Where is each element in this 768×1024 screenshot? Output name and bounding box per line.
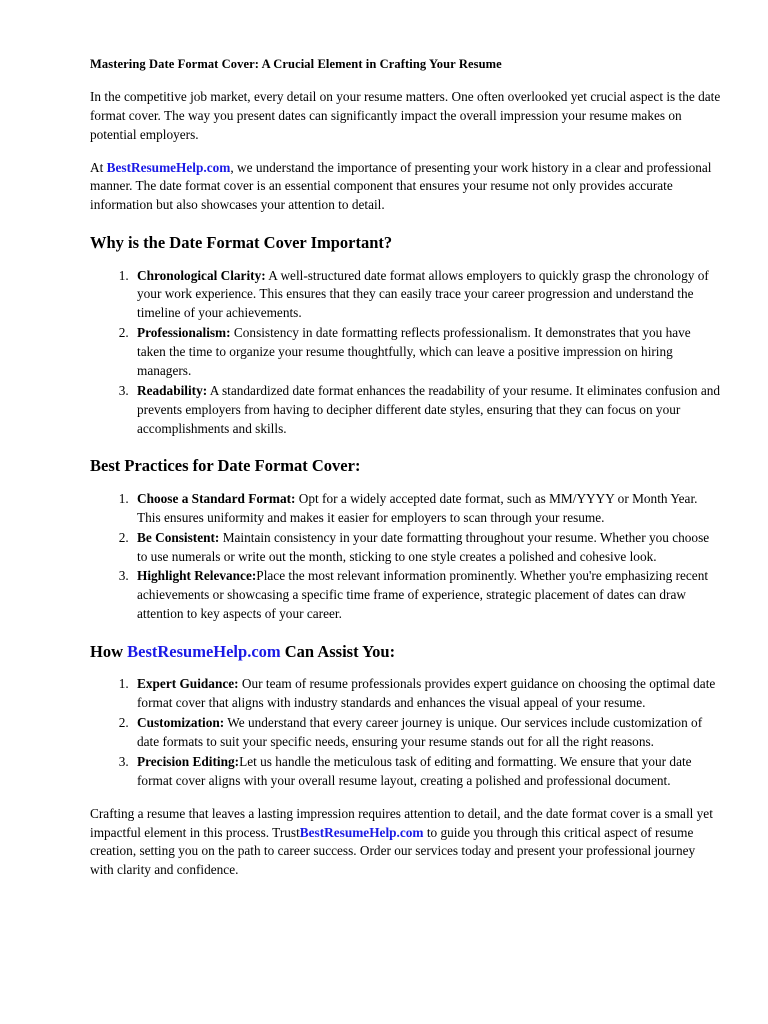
second-paragraph-before-link: At — [90, 159, 107, 175]
list-item — [132, 324, 722, 381]
list-item-text: Our team of resume professionals provides expert guidance on choosing the optimal date format cover that aligns with industry standards and enhances the visual appeal of your resume. — [137, 676, 716, 711]
list-item-lead: Customization: — [137, 715, 225, 731]
page-title: Mastering Date Format Cover: A Crucial Element in Crafting Your Resume — [90, 57, 502, 71]
second-paragraph-after-link: , we understand the importance of presenting your work history in a clear and professional manner. The date format cover is an essential component that ensures your resume not only provides accurate information but also showcases your attention to detail. — [90, 159, 712, 213]
list-item — [132, 382, 722, 439]
list-item-lead: Readability: — [137, 382, 208, 398]
list-item — [132, 753, 722, 791]
closing-paragraph — [90, 805, 722, 881]
list-item — [132, 567, 722, 624]
list-item — [132, 714, 722, 752]
list-item-lead: Expert Guidance: — [137, 676, 239, 692]
best-practices-list — [90, 490, 722, 624]
section-heading-importance: Why is the Date Format Cover Important? — [90, 233, 393, 253]
list-item-lead: Be Consistent: — [137, 529, 220, 545]
closing-before-link: Crafting a resume that leaves a lasting impression requires attention to detail, and the date format cover is a small yet impactful element in this process. Trust — [90, 805, 713, 840]
list-item-text: We understand that every career journey is unique. Our services include customization of date formats to suit your specific needs, ensuring your resume stands out for all the right reasons. — [137, 715, 703, 750]
bestresumehelp-link[interactable]: BestResumeHelp.com — [127, 642, 281, 661]
assist-heading-before-link: How — [90, 642, 128, 661]
section-heading-best-practices: Best Practices for Date Format Cover: — [90, 456, 361, 476]
list-item-text: A standardized date format enhances the readability of your resume. It eliminates confusion and prevents employers from having to decipher different date styles, ensuring that they can focus on your accomplishments and skills. — [137, 382, 721, 436]
bestresumehelp-link[interactable]: BestResumeHelp.com — [106, 159, 231, 175]
bestresumehelp-link[interactable]: BestResumeHelp.com — [299, 824, 424, 840]
list-item — [132, 267, 722, 324]
second-paragraph — [90, 159, 722, 216]
assist-list — [90, 675, 722, 790]
list-item-lead: Choose a Standard Format: — [137, 490, 296, 506]
list-item-text: Place the most relevant information prominently. Whether you're emphasizing recent achievements or showcasing a specific time frame of experience, strategic placement of dates can draw attention to key aspects of your career. — [137, 568, 709, 622]
assist-heading-after-link: Can Assist You: — [280, 642, 396, 661]
list-item-text: Opt for a widely accepted date format, such as MM/YYYY or Month Year. This ensures uniformity and makes it easier for employers to scan through your resume. — [137, 490, 698, 525]
list-item-text: A well-structured date format allows employers to quickly grasp the chronology of your work experience. This ensures that they can easily trace your career progression and understand the timeline of your achievements. — [137, 267, 709, 321]
list-item-text: Let us handle the meticulous task of editing and formatting. We ensure that your date format cover aligns with your overall resume layout, creating a polished and professional document. — [137, 753, 692, 788]
list-item — [132, 675, 722, 713]
list-item-lead: Chronological Clarity: — [137, 267, 266, 283]
list-item-text: Consistency in date formatting reflects professionalism. It demonstrates that you have taken the time to organize your resume thoughtfully, which can leave a positive impression on hiring managers. — [137, 325, 691, 378]
list-item-lead: Professionalism: — [137, 325, 231, 341]
list-item — [132, 529, 722, 567]
closing-after-link: to guide you through this critical aspect of resume creation, setting you on the path to career success. Order our services today and present your professional journey with clarity and confidence. — [90, 824, 696, 878]
section-heading-assist — [90, 641, 722, 662]
list-item-lead: Precision Editing: — [137, 753, 240, 769]
intro-paragraph: In the competitive job market, every detail on your resume matters. One often overlooked yet crucial aspect is the date format cover. The way you present dates can significantly impact the overall impression your resume makes on potential employers. — [90, 88, 721, 142]
list-item — [132, 490, 722, 528]
list-item-text: Maintain consistency in your date formatting throughout your resume. Whether you choose to use numerals or write out the month, sticking to one style creates a polished and cohesive look. — [137, 529, 710, 564]
importance-list — [90, 267, 722, 439]
list-item-lead: Highlight Relevance: — [137, 568, 257, 584]
